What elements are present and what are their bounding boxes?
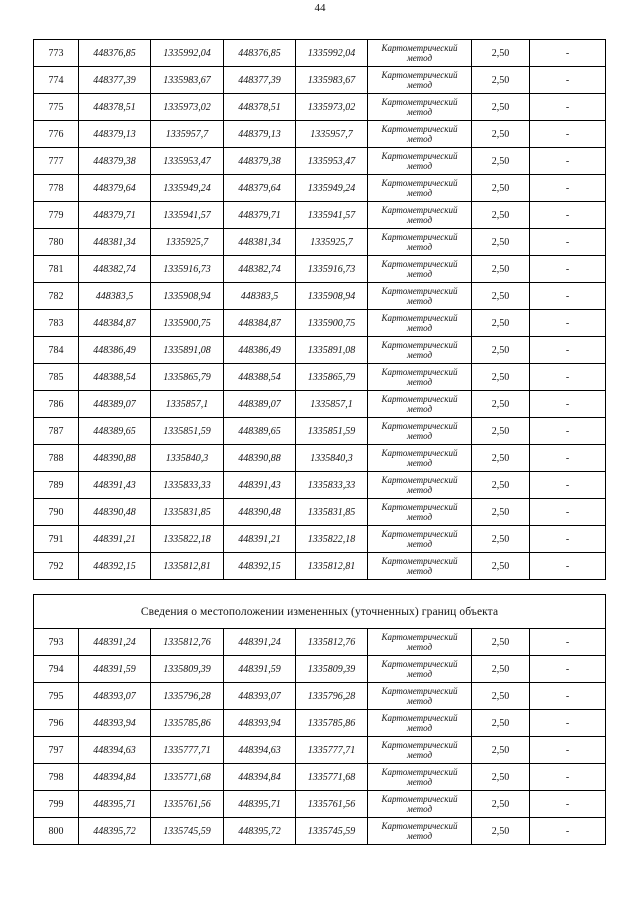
table-row	[34, 283, 606, 310]
accuracy-cell: 2,50	[472, 553, 530, 580]
point-number-cell: 774	[34, 67, 79, 94]
page-number: 44	[314, 2, 326, 14]
table-row	[34, 175, 606, 202]
changed-boundaries-table	[33, 594, 606, 845]
existing-y-cell: 1335833,33	[151, 472, 224, 499]
note-cell: -	[530, 445, 606, 472]
refined-x-cell: 448393,07	[224, 683, 296, 710]
note-cell: -	[530, 818, 606, 845]
method-cell: Картометрический метод	[368, 499, 472, 526]
refined-x-cell: 448376,85	[224, 40, 296, 67]
accuracy-cell: 2,50	[472, 391, 530, 418]
table-row	[34, 148, 606, 175]
method-cell: Картометрический метод	[368, 337, 472, 364]
refined-x-cell: 448378,51	[224, 94, 296, 121]
accuracy-cell: 2,50	[472, 764, 530, 791]
existing-y-cell: 1335941,57	[151, 202, 224, 229]
refined-y-cell: 1335957,7	[296, 121, 368, 148]
coordinates-table	[33, 39, 606, 580]
refined-x-cell: 448395,71	[224, 791, 296, 818]
existing-x-cell: 448394,63	[79, 737, 151, 764]
refined-y-cell: 1335831,85	[296, 499, 368, 526]
existing-x-cell: 448386,49	[79, 337, 151, 364]
refined-y-cell: 1335822,18	[296, 526, 368, 553]
accuracy-cell: 2,50	[472, 337, 530, 364]
existing-y-cell: 1335812,81	[151, 553, 224, 580]
table-row	[34, 67, 606, 94]
note-cell: -	[530, 94, 606, 121]
refined-y-cell: 1335809,39	[296, 656, 368, 683]
note-cell: -	[530, 553, 606, 580]
note-cell: -	[530, 472, 606, 499]
refined-y-cell: 1335785,86	[296, 710, 368, 737]
method-cell: Картометрический метод	[368, 229, 472, 256]
existing-y-cell: 1335891,08	[151, 337, 224, 364]
note-cell: -	[530, 526, 606, 553]
existing-x-cell: 448391,59	[79, 656, 151, 683]
method-cell: Картометрический метод	[368, 445, 472, 472]
accuracy-cell: 2,50	[472, 121, 530, 148]
note-cell: -	[530, 67, 606, 94]
refined-y-cell: 1335857,1	[296, 391, 368, 418]
point-number-cell: 773	[34, 40, 79, 67]
method-cell: Картометрический метод	[368, 67, 472, 94]
note-cell: -	[530, 391, 606, 418]
existing-y-cell: 1335831,85	[151, 499, 224, 526]
refined-y-cell: 1335771,68	[296, 764, 368, 791]
refined-x-cell: 448393,94	[224, 710, 296, 737]
refined-y-cell: 1335925,7	[296, 229, 368, 256]
refined-x-cell: 448391,21	[224, 526, 296, 553]
point-number-cell: 781	[34, 256, 79, 283]
refined-y-cell: 1335812,81	[296, 553, 368, 580]
existing-x-cell: 448379,13	[79, 121, 151, 148]
table-row	[34, 445, 606, 472]
refined-y-cell: 1335851,59	[296, 418, 368, 445]
accuracy-cell: 2,50	[472, 175, 530, 202]
existing-y-cell: 1335953,47	[151, 148, 224, 175]
changed-boundaries-table-body	[34, 595, 606, 845]
method-cell: Картометрический метод	[368, 553, 472, 580]
accuracy-cell: 2,50	[472, 202, 530, 229]
point-number-cell: 788	[34, 445, 79, 472]
accuracy-cell: 2,50	[472, 283, 530, 310]
existing-x-cell: 448382,74	[79, 256, 151, 283]
method-cell: Картометрический метод	[368, 764, 472, 791]
accuracy-cell: 2,50	[472, 229, 530, 256]
existing-x-cell: 448392,15	[79, 553, 151, 580]
table-row	[34, 499, 606, 526]
note-cell: -	[530, 310, 606, 337]
note-cell: -	[530, 40, 606, 67]
method-cell: Картометрический метод	[368, 148, 472, 175]
coordinates-table-body	[34, 40, 606, 580]
refined-y-cell: 1335983,67	[296, 67, 368, 94]
table-row	[34, 256, 606, 283]
refined-y-cell: 1335900,75	[296, 310, 368, 337]
refined-x-cell: 448379,64	[224, 175, 296, 202]
table-row	[34, 202, 606, 229]
table-row	[34, 683, 606, 710]
existing-x-cell: 448391,21	[79, 526, 151, 553]
refined-x-cell: 448391,59	[224, 656, 296, 683]
existing-y-cell: 1335949,24	[151, 175, 224, 202]
accuracy-cell: 2,50	[472, 656, 530, 683]
existing-x-cell: 448390,48	[79, 499, 151, 526]
method-cell: Картометрический метод	[368, 526, 472, 553]
existing-x-cell: 448383,5	[79, 283, 151, 310]
method-cell: Картометрический метод	[368, 418, 472, 445]
refined-x-cell: 448389,07	[224, 391, 296, 418]
note-cell: -	[530, 148, 606, 175]
refined-x-cell: 448390,88	[224, 445, 296, 472]
existing-x-cell: 448391,24	[79, 629, 151, 656]
point-number-cell: 799	[34, 791, 79, 818]
note-cell: -	[530, 764, 606, 791]
note-cell: -	[530, 499, 606, 526]
existing-x-cell: 448389,07	[79, 391, 151, 418]
method-cell: Картометрический метод	[368, 364, 472, 391]
existing-x-cell: 448394,84	[79, 764, 151, 791]
existing-y-cell: 1335857,1	[151, 391, 224, 418]
table-row	[34, 472, 606, 499]
method-cell: Картометрический метод	[368, 202, 472, 229]
table-row	[34, 629, 606, 656]
existing-y-cell: 1335973,02	[151, 94, 224, 121]
table-row	[34, 737, 606, 764]
existing-y-cell: 1335851,59	[151, 418, 224, 445]
existing-x-cell: 448395,72	[79, 818, 151, 845]
existing-x-cell: 448384,87	[79, 310, 151, 337]
point-number-cell: 800	[34, 818, 79, 845]
existing-y-cell: 1335822,18	[151, 526, 224, 553]
existing-y-cell: 1335745,59	[151, 818, 224, 845]
point-number-cell: 783	[34, 310, 79, 337]
refined-x-cell: 448379,13	[224, 121, 296, 148]
method-cell: Картометрический метод	[368, 818, 472, 845]
refined-x-cell: 448381,34	[224, 229, 296, 256]
note-cell: -	[530, 418, 606, 445]
existing-x-cell: 448379,71	[79, 202, 151, 229]
existing-x-cell: 448388,54	[79, 364, 151, 391]
existing-y-cell: 1335865,79	[151, 364, 224, 391]
refined-y-cell: 1335953,47	[296, 148, 368, 175]
refined-x-cell: 448391,24	[224, 629, 296, 656]
refined-x-cell: 448394,84	[224, 764, 296, 791]
method-cell: Картометрический метод	[368, 391, 472, 418]
table-row	[34, 526, 606, 553]
refined-y-cell: 1335745,59	[296, 818, 368, 845]
method-cell: Картометрический метод	[368, 94, 472, 121]
method-cell: Картометрический метод	[368, 121, 472, 148]
refined-x-cell: 448389,65	[224, 418, 296, 445]
existing-y-cell: 1335992,04	[151, 40, 224, 67]
existing-x-cell: 448391,43	[79, 472, 151, 499]
section-header: Сведения о местоположении измененных (уточненных) границ объекта	[34, 595, 606, 629]
existing-y-cell: 1335916,73	[151, 256, 224, 283]
note-cell: -	[530, 337, 606, 364]
existing-x-cell: 448376,85	[79, 40, 151, 67]
existing-x-cell: 448377,39	[79, 67, 151, 94]
refined-x-cell: 448377,39	[224, 67, 296, 94]
point-number-cell: 780	[34, 229, 79, 256]
accuracy-cell: 2,50	[472, 629, 530, 656]
existing-y-cell: 1335796,28	[151, 683, 224, 710]
refined-x-cell: 448379,38	[224, 148, 296, 175]
refined-x-cell: 448392,15	[224, 553, 296, 580]
existing-x-cell: 448378,51	[79, 94, 151, 121]
refined-x-cell: 448394,63	[224, 737, 296, 764]
refined-y-cell: 1335833,33	[296, 472, 368, 499]
existing-y-cell: 1335777,71	[151, 737, 224, 764]
accuracy-cell: 2,50	[472, 791, 530, 818]
table-row	[34, 553, 606, 580]
point-number-cell: 791	[34, 526, 79, 553]
accuracy-cell: 2,50	[472, 526, 530, 553]
point-number-cell: 778	[34, 175, 79, 202]
accuracy-cell: 2,50	[472, 710, 530, 737]
refined-y-cell: 1335761,56	[296, 791, 368, 818]
refined-y-cell: 1335777,71	[296, 737, 368, 764]
table-row	[34, 710, 606, 737]
point-number-cell: 777	[34, 148, 79, 175]
existing-y-cell: 1335957,7	[151, 121, 224, 148]
refined-x-cell: 448382,74	[224, 256, 296, 283]
point-number-cell: 787	[34, 418, 79, 445]
refined-y-cell: 1335840,3	[296, 445, 368, 472]
table-row	[34, 310, 606, 337]
existing-x-cell: 448393,07	[79, 683, 151, 710]
refined-y-cell: 1335949,24	[296, 175, 368, 202]
existing-x-cell: 448379,38	[79, 148, 151, 175]
point-number-cell: 779	[34, 202, 79, 229]
accuracy-cell: 2,50	[472, 737, 530, 764]
note-cell: -	[530, 737, 606, 764]
method-cell: Картометрический метод	[368, 710, 472, 737]
table-row	[34, 791, 606, 818]
accuracy-cell: 2,50	[472, 364, 530, 391]
method-cell: Картометрический метод	[368, 737, 472, 764]
refined-y-cell: 1335865,79	[296, 364, 368, 391]
method-cell: Картометрический метод	[368, 629, 472, 656]
existing-x-cell: 448379,64	[79, 175, 151, 202]
existing-y-cell: 1335812,76	[151, 629, 224, 656]
accuracy-cell: 2,50	[472, 148, 530, 175]
refined-y-cell: 1335992,04	[296, 40, 368, 67]
note-cell: -	[530, 256, 606, 283]
method-cell: Картометрический метод	[368, 40, 472, 67]
point-number-cell: 776	[34, 121, 79, 148]
existing-x-cell: 448390,88	[79, 445, 151, 472]
refined-x-cell: 448384,87	[224, 310, 296, 337]
existing-y-cell: 1335900,75	[151, 310, 224, 337]
note-cell: -	[530, 175, 606, 202]
refined-x-cell: 448388,54	[224, 364, 296, 391]
point-number-cell: 796	[34, 710, 79, 737]
refined-y-cell: 1335908,94	[296, 283, 368, 310]
accuracy-cell: 2,50	[472, 67, 530, 94]
existing-x-cell: 448389,65	[79, 418, 151, 445]
refined-x-cell: 448383,5	[224, 283, 296, 310]
note-cell: -	[530, 683, 606, 710]
note-cell: -	[530, 791, 606, 818]
accuracy-cell: 2,50	[472, 445, 530, 472]
existing-y-cell: 1335771,68	[151, 764, 224, 791]
note-cell: -	[530, 202, 606, 229]
point-number-cell: 789	[34, 472, 79, 499]
table-row	[34, 337, 606, 364]
accuracy-cell: 2,50	[472, 94, 530, 121]
existing-y-cell: 1335840,3	[151, 445, 224, 472]
point-number-cell: 784	[34, 337, 79, 364]
table-row	[34, 364, 606, 391]
accuracy-cell: 2,50	[472, 256, 530, 283]
method-cell: Картометрический метод	[368, 656, 472, 683]
refined-x-cell: 448390,48	[224, 499, 296, 526]
refined-x-cell: 448386,49	[224, 337, 296, 364]
method-cell: Картометрический метод	[368, 256, 472, 283]
refined-x-cell: 448391,43	[224, 472, 296, 499]
existing-y-cell: 1335925,7	[151, 229, 224, 256]
point-number-cell: 775	[34, 94, 79, 121]
table-row	[34, 391, 606, 418]
table-row	[34, 121, 606, 148]
note-cell: -	[530, 364, 606, 391]
method-cell: Картометрический метод	[368, 310, 472, 337]
note-cell: -	[530, 656, 606, 683]
point-number-cell: 792	[34, 553, 79, 580]
section-header-row	[34, 595, 606, 629]
refined-x-cell: 448395,72	[224, 818, 296, 845]
refined-x-cell: 448379,71	[224, 202, 296, 229]
accuracy-cell: 2,50	[472, 499, 530, 526]
accuracy-cell: 2,50	[472, 683, 530, 710]
method-cell: Картометрический метод	[368, 791, 472, 818]
existing-y-cell: 1335983,67	[151, 67, 224, 94]
existing-x-cell: 448393,94	[79, 710, 151, 737]
point-number-cell: 785	[34, 364, 79, 391]
note-cell: -	[530, 710, 606, 737]
note-cell: -	[530, 283, 606, 310]
refined-y-cell: 1335891,08	[296, 337, 368, 364]
table-row	[34, 94, 606, 121]
existing-x-cell: 448395,71	[79, 791, 151, 818]
note-cell: -	[530, 121, 606, 148]
point-number-cell: 793	[34, 629, 79, 656]
accuracy-cell: 2,50	[472, 418, 530, 445]
refined-y-cell: 1335916,73	[296, 256, 368, 283]
accuracy-cell: 2,50	[472, 310, 530, 337]
refined-y-cell: 1335812,76	[296, 629, 368, 656]
note-cell: -	[530, 229, 606, 256]
accuracy-cell: 2,50	[472, 40, 530, 67]
refined-y-cell: 1335973,02	[296, 94, 368, 121]
method-cell: Картометрический метод	[368, 175, 472, 202]
existing-y-cell: 1335785,86	[151, 710, 224, 737]
point-number-cell: 786	[34, 391, 79, 418]
table-row	[34, 764, 606, 791]
method-cell: Картометрический метод	[368, 283, 472, 310]
refined-y-cell: 1335941,57	[296, 202, 368, 229]
point-number-cell: 782	[34, 283, 79, 310]
point-number-cell: 790	[34, 499, 79, 526]
accuracy-cell: 2,50	[472, 818, 530, 845]
table-row	[34, 818, 606, 845]
existing-y-cell: 1335761,56	[151, 791, 224, 818]
method-cell: Картометрический метод	[368, 683, 472, 710]
table-row	[34, 418, 606, 445]
note-cell: -	[530, 629, 606, 656]
point-number-cell: 798	[34, 764, 79, 791]
point-number-cell: 797	[34, 737, 79, 764]
existing-x-cell: 448381,34	[79, 229, 151, 256]
point-number-cell: 795	[34, 683, 79, 710]
table-row	[34, 656, 606, 683]
accuracy-cell: 2,50	[472, 472, 530, 499]
refined-y-cell: 1335796,28	[296, 683, 368, 710]
method-cell: Картометрический метод	[368, 472, 472, 499]
table-row	[34, 40, 606, 67]
point-number-cell: 794	[34, 656, 79, 683]
existing-y-cell: 1335809,39	[151, 656, 224, 683]
table-row	[34, 229, 606, 256]
existing-y-cell: 1335908,94	[151, 283, 224, 310]
